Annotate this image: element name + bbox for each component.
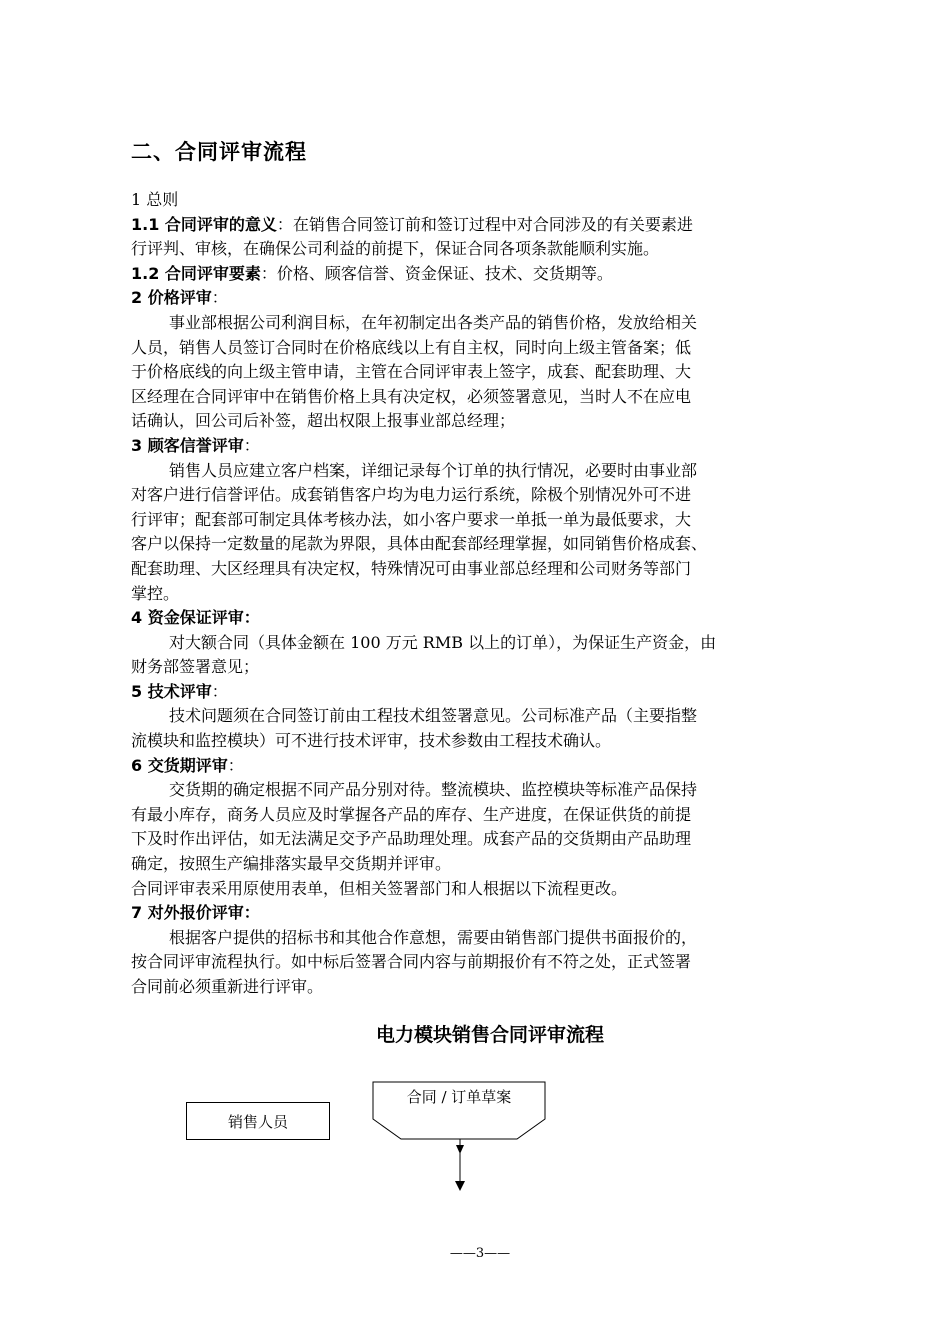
sales-staff-label: 销售人员 [227,1112,288,1131]
text-line [131,434,821,459]
text-line [131,582,821,607]
text-span: 行评审；配套部可制定具体考核办法，如小客户要求一单抵一单为最低要求，大 [131,509,692,529]
bold-text: 6 交货期评审 [131,755,228,775]
text-line [131,508,821,533]
text-line [131,557,821,582]
text-line [131,532,821,557]
draft-label: 合同 / 订单草案 [406,1088,512,1106]
flow-arrow-lower [455,1181,465,1191]
bold-text: 7 对外报价评审： [131,903,260,923]
text-span: ： [211,681,228,701]
text-span: 1 总则 [131,190,179,209]
text-span: ：在销售合同签订前和签订过程中对合同涉及的有关要素进 [276,214,693,234]
text-span: 财务部签署意见； [131,657,260,677]
text-line [131,213,821,238]
text-span: 根据客户提供的招标书和其他合作意想，需要由销售部门提供书面报价的， [169,927,698,947]
text-line [131,680,821,705]
text-span: 确定，按照生产编排落实最早交货期并评审。 [131,854,452,874]
bold-text: 3 顾客信誉评审 [131,435,244,455]
text-span: 交货期的确定根据不同产品分别对待。整流模块、监控模块等标准产品保持 [169,780,698,800]
text-line [131,926,821,951]
text-line [131,901,821,926]
text-span: 对大额合同（具体金额在 100 万元 RMB 以上的订单），为保证生产资金，由 [169,632,717,652]
text-line [131,631,821,656]
text-line [131,262,821,287]
text-span: 事业部根据公司利润目标，在年初制定出各类产品的销售价格，发放给相关 [169,312,698,332]
text-span: 流模块和监控模块）可不进行技术评审，技术参数由工程技术确认。 [131,731,612,751]
sales-staff-box [186,1102,330,1140]
text-line [131,803,821,828]
text-span: 对客户进行信誉评估。成套销售客户均为电力运行系统，除极个别情况外可不进 [131,485,692,505]
text-span: 客户以保持一定数量的尾款为界限，具体由配套部经理掌握，如同销售价格成套、 [131,534,708,554]
text-line [131,483,821,508]
text-span: 区经理在合同评审中在销售价格上具有决定权，必须签署意见，当时人不在应电 [131,386,692,406]
text-span: 掌控。 [131,583,180,603]
text-line [131,778,821,803]
text-line [131,950,821,975]
bold-text: 1.2 合同评审要素 [131,263,261,283]
text-line [131,336,821,361]
text-span: 有最小库存，商务人员应及时掌握各产品的库存、生产进度，在保证供货的前提 [131,804,692,824]
bold-text: 1.1 合同评审的意义 [131,214,277,234]
text-span: 于价格底线的向上级主管申请，主管在合同评审表上签字，成套、配套助理、大 [131,362,692,382]
text-span: ： [211,288,228,308]
text-line [131,286,821,311]
text-line [131,237,821,262]
text-line [131,729,821,754]
text-line [131,188,821,213]
flow-arrow-upper [456,1145,464,1154]
text-line [131,409,821,434]
text-line [131,877,821,902]
text-span: 技术问题须在合同签订前由工程技术组签署意见。公司标准产品（主要指整 [169,706,698,726]
text-span: 下及时作出评估，如无法满足交予产品助理处理。成套产品的交货期由产品助理 [131,829,692,849]
text-span: ：价格、顾客信誉、资金保证、技术、交货期等。 [260,263,613,283]
bold-text: 5 技术评审 [131,681,212,701]
text-line [131,754,821,779]
text-span: 按合同评审流程执行。如中标后签署合同内容与前期报价有不符之处，正式签署 [131,952,692,972]
text-line [131,975,821,1000]
text-line [131,360,821,385]
flowchart-title: 电力模块销售合同评审流程 [375,1024,604,1046]
text-line [131,827,821,852]
text-span: ： [243,435,260,455]
text-line [131,704,821,729]
text-span: ： [227,755,244,775]
page-title: 二、合同评审流程 [131,140,307,164]
text-span: 行评判、审核，在确保公司利益的前提下，保证合同各项条款能顺利实施。 [131,239,660,259]
text-line [131,655,821,680]
bold-text: 4 资金保证评审： [131,608,260,628]
text-line [131,311,821,336]
text-span: 合同前必须重新进行评审。 [131,977,324,996]
text-span: 配套助理、大区经理具有决定权，特殊情况可由事业部总经理和公司财务等部门 [131,558,692,578]
text-line [131,385,821,410]
text-span: 人员，销售人员签订合同时在价格底线以上有自主权，同时向上级主管备案；低 [131,337,692,357]
text-line [131,852,821,877]
body-text [131,188,821,1000]
text-span: 销售人员应建立客户档案，详细记录每个订单的执行情况，必要时由事业部 [169,460,698,480]
text-line [131,606,821,631]
text-line [131,459,821,484]
bold-text: 2 价格评审 [131,288,212,308]
text-span: 话确认，回公司后补签，超出权限上报事业部总经理； [131,411,516,431]
text-span: 合同评审表采用原使用表单，但相关签署部门和人根据以下流程更改。 [131,878,628,898]
page-number: ——3—— [449,1246,511,1261]
